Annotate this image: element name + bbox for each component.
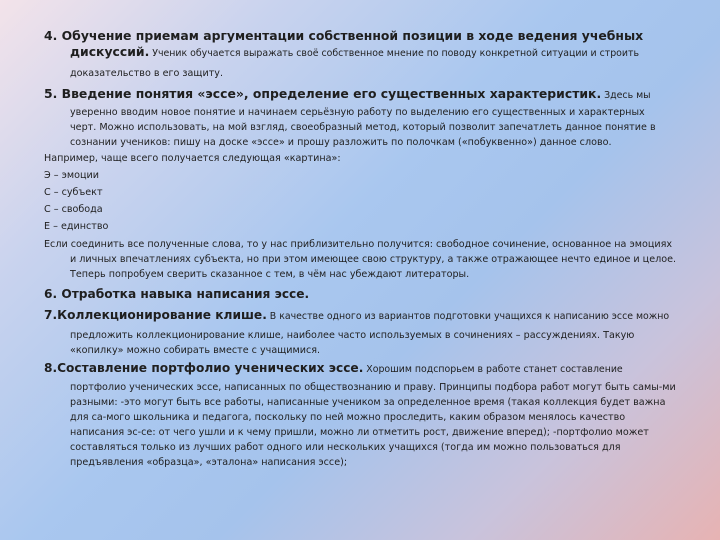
section-5-line: С – свобода [44, 204, 103, 215]
section-8-heading [44, 362, 623, 376]
section-5-line: Например, чаще всего получается следующая «картина»: [44, 153, 341, 164]
section-8-line: написания эс-се: от чего ушли и к чему пришли, можно ли отметить рост, движение вперед); -портфолио может [70, 427, 649, 438]
section-5-line: С – субъект [44, 187, 103, 198]
section-6-title: 6. Отработка навыка написания эссе. [44, 287, 310, 301]
section-8-line: для са-мого школьника и педагога, поскольку по ней можно проследить, каким образом менялось качество [70, 412, 626, 423]
section-8-line: разными: -это могут быть все работы, написанные учеником за определенное время (такая коллекция будет важна [70, 397, 666, 408]
section-8-line: предъявления «образца», «эталона» написания эссе); [70, 457, 348, 468]
section-5-line: уверенно вводим новое понятие и начинаем серьёзную работу по выделению его существенных и характерных [70, 107, 645, 118]
section-4-title: 4. Обучение приемам аргументации собственной позиции в ходе ведения учебных [44, 28, 644, 43]
section-5-line: Э – эмоции [44, 170, 99, 181]
section-4-line-2 [70, 46, 639, 60]
section-5-heading [44, 88, 651, 102]
section-7-line: «копилку» можно собирать вместе с учащимися. [70, 345, 321, 356]
section-4-text: Ученик обучается выражать своё собственное мнение по поводу конкретной ситуации и строить [149, 48, 639, 59]
section-5-line: сознании учеников: пишу на доске «эссе» и прошу разложить по полочкам («побуквенно») данное слово. [70, 137, 612, 148]
section-7-title-tail: В качестве одного из вариантов подготовки учащихся к написанию эссе можно [266, 311, 670, 322]
section-5-line: Е – единство [44, 221, 109, 232]
section-8-line: составляться только из лучших работ одного или нескольких учащихся (тогда им можно пользоваться для [70, 442, 621, 453]
section-8-title-tail: Хорошим подспорьем в работе станет составление [363, 364, 623, 375]
section-5-line: Если соединить все полученные слова, то у нас приблизительно получится: свободное сочинение, основанное на эмоциях [44, 239, 673, 250]
section-8-line: портфолио ученических эссе, написанных по обществознанию и праву. Принципы подбора работ могут быть самы-ми [70, 382, 676, 393]
section-5-line: и личных впечатлениях субъекта, но при этом имеющее свою структуру, а также отражающее нечто единое и целое. [70, 254, 677, 265]
section-5-line: черт. Можно использовать, на мой взгляд, своеобразный метод, который позволит запечатлеть данное понятие в [70, 122, 656, 133]
section-5-title: 5. Введение понятия «эссе», определение его существенных характеристик. [44, 86, 602, 101]
section-4-title-cont: дискуссий. [70, 44, 150, 59]
section-5-title-tail: Здесь мы [601, 90, 651, 101]
section-4-line-3: доказательство в его защиту. [70, 68, 224, 79]
section-5-line: Теперь попробуем сверить сказанное с тем, в чём нас убеждают литераторы. [70, 269, 470, 280]
section-7-heading [44, 309, 669, 323]
section-7-line: предложить коллекционирование клише, наиболее часто используемых в сочинениях – рассуждениях. Такую [70, 330, 635, 341]
section-7-title: 7.Коллекционирование клише. [44, 308, 267, 322]
section-8-title: 8.Составление портфолио ученических эссе. [44, 361, 364, 375]
